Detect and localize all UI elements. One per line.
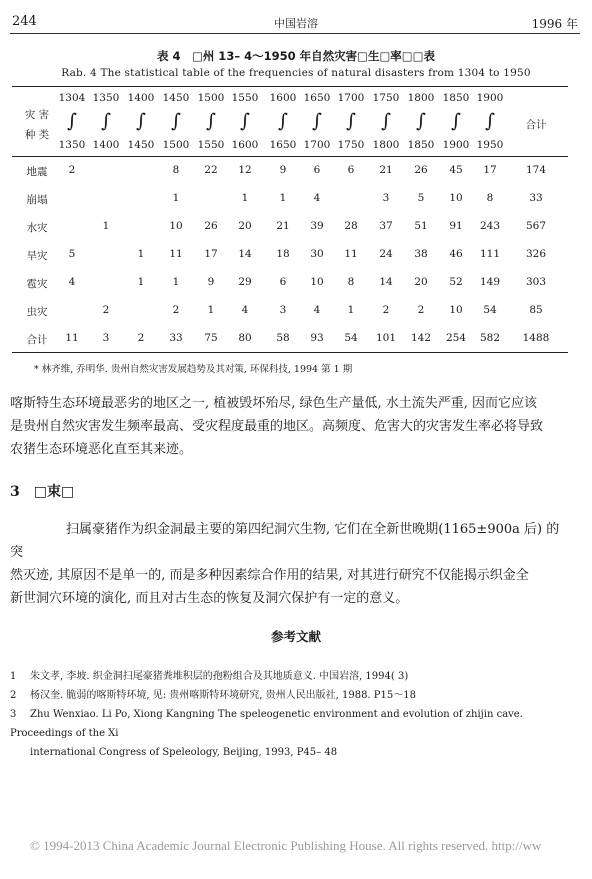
reference-text: 朱文孝, 李坡. 织金洞扫尾豪猪粪堆积层的孢粉组合及其地质意义. 中国岩溶, 1994( 3) — [30, 671, 409, 682]
table-cell: 1 — [137, 276, 145, 288]
period-start-label: 1350 — [92, 92, 120, 104]
integral-symbol: ∫ — [171, 110, 181, 132]
table-cell: 10 — [310, 276, 324, 288]
integral-symbol: ∫ — [485, 110, 495, 132]
table-cell: 24 — [379, 248, 393, 260]
table-cell: 1 — [279, 192, 287, 204]
header-label-line2: 种 类 — [24, 129, 50, 141]
table-cell: 93 — [310, 332, 324, 344]
table-cell: 2 — [382, 304, 390, 316]
paragraph-line: 喀斯特生态环境最恶劣的地区之一, 植被毁坏殆尽, 绿色生产量低, 水土流失严重, 因而它应该 — [10, 396, 538, 411]
period-end-label: 1950 — [476, 139, 504, 151]
table-cell: 21 — [379, 164, 393, 176]
table-cell: 5 — [417, 192, 425, 204]
period-start-label: 1400 — [127, 92, 155, 104]
table-cell: 17 — [483, 164, 497, 176]
integral-symbol: ∫ — [136, 110, 146, 132]
integral-symbol: ∫ — [346, 110, 356, 132]
table-cell: 3 — [382, 192, 390, 204]
table-cell: 8 — [347, 276, 355, 288]
table-cell: 5 — [68, 248, 76, 260]
table-header-rule — [12, 156, 568, 157]
table-cell: 10 — [449, 192, 463, 204]
period-end-label: 1650 — [269, 139, 297, 151]
table-caption-en: Rab. 4 The statistical table of the frequencies of natural disasters from 1304 to 1950 — [61, 67, 531, 79]
table-cell: 33 — [169, 332, 183, 344]
paragraph-line: 然灭迹, 其原因不是单一的, 而是多种因素综合作用的结果, 对其进行研究不仅能揭示织金全 — [10, 568, 529, 583]
table-cell: 142 — [410, 332, 432, 344]
table-cell: 28 — [344, 220, 358, 232]
table-cell: 45 — [449, 164, 463, 176]
period-start-label: 1500 — [197, 92, 225, 104]
table-cell: 26 — [414, 164, 428, 176]
reference-item — [10, 686, 580, 705]
table-cell: 75 — [204, 332, 218, 344]
table-cell: 254 — [445, 332, 467, 344]
paragraph-line: 农猪生态环境恶化直至其来迹。 — [10, 442, 193, 457]
table-footnote: * 林齐维, 乔明华. 贵州自然灾害发展趋势及其对策, 环保科技, 1994 第 1 期 — [34, 364, 353, 375]
table-cell: 9 — [279, 164, 287, 176]
period-end-label: 1500 — [162, 139, 190, 151]
table-cell: 1 — [172, 192, 180, 204]
reference-text: Zhu Wenxiao. Li Po, Xiong Kangning The speleogenetic environment and evolution of zhijin cave. Proceedings of the Xi — [10, 709, 523, 739]
row-total-cell: 567 — [525, 220, 547, 232]
header-year: 1996 年 — [531, 17, 578, 31]
period-end-label: 1850 — [407, 139, 435, 151]
table-cell: 6 — [347, 164, 355, 176]
period-end-label: 1900 — [442, 139, 470, 151]
table-cell: 80 — [238, 332, 252, 344]
row-label: 旱灾 — [26, 250, 48, 262]
row-total-cell: 326 — [525, 248, 547, 260]
period-end-label: 1800 — [372, 139, 400, 151]
integral-symbol: ∫ — [451, 110, 461, 132]
table-cell: 14 — [379, 276, 393, 288]
copyright-notice: © 1994-2013 China Academic Journal Electronic Publishing House. All rights reserved. http://ww — [30, 838, 542, 853]
period-start-label: 1750 — [372, 92, 400, 104]
row-label: 合计 — [26, 334, 48, 346]
table-cell: 91 — [449, 220, 463, 232]
period-end-label: 1550 — [197, 139, 225, 151]
table-cell: 2 — [68, 164, 76, 176]
period-start-label: 1450 — [162, 92, 190, 104]
paragraph-line: 是贵州自然灾害发生频率最高、受灾程度最重的地区。高频度、危害大的灾害发生率必将导致 — [10, 419, 544, 434]
period-start-label: 1900 — [476, 92, 504, 104]
table-cell: 1 — [347, 304, 355, 316]
table-cell: 1 — [102, 220, 110, 232]
table-cell: 1 — [137, 248, 145, 260]
table-cell: 243 — [479, 220, 501, 232]
period-end-label: 1700 — [303, 139, 331, 151]
table-cell: 22 — [204, 164, 218, 176]
table-cell: 21 — [276, 220, 290, 232]
table-cell: 29 — [238, 276, 252, 288]
period-end-label: 1400 — [92, 139, 120, 151]
row-label: 虫灾 — [26, 306, 48, 318]
paragraph-line: 新世洞穴环境的演化, 而且对古生态的恢复及洞穴保护有一定的意义。 — [10, 591, 409, 606]
table-cell: 11 — [169, 248, 183, 260]
table-cell: 17 — [204, 248, 218, 260]
reference-number: 2 — [10, 690, 17, 701]
reference-number: 1 — [10, 671, 17, 682]
table-cell: 58 — [276, 332, 290, 344]
period-end-label: 1600 — [231, 139, 259, 151]
table-cell: 4 — [241, 304, 249, 316]
period-end-label: 1350 — [58, 139, 86, 151]
row-label: 水灾 — [26, 222, 48, 234]
table-cell: 54 — [344, 332, 358, 344]
table-cell: 8 — [172, 164, 180, 176]
period-start-label: 1550 — [231, 92, 259, 104]
paragraph-line: 扫属豪猪作为织金洞最主要的第四纪洞穴生物, 它们在全新世晚期(1165±900a 后) 的突 — [10, 522, 560, 560]
row-label: 雹灾 — [26, 278, 48, 290]
reference-item — [10, 667, 580, 686]
integral-symbol: ∫ — [381, 110, 391, 132]
table-cell: 582 — [479, 332, 501, 344]
page-number: 244 — [12, 14, 37, 29]
table-cell: 3 — [102, 332, 110, 344]
table-cell: 37 — [379, 220, 393, 232]
journal-name: 中国岩溶 — [274, 17, 318, 30]
table-cell: 12 — [238, 164, 252, 176]
period-start-label: 1304 — [58, 92, 86, 104]
table-cell: 2 — [172, 304, 180, 316]
period-start-label: 1700 — [337, 92, 365, 104]
body-paragraph-1 — [10, 392, 570, 461]
table-cell: 2 — [137, 332, 145, 344]
row-total-cell: 1488 — [522, 332, 550, 344]
table-cell: 4 — [68, 276, 76, 288]
table-cell: 11 — [65, 332, 79, 344]
total-column-header: 合计 — [525, 119, 547, 131]
table-cell: 52 — [449, 276, 463, 288]
table-cell: 101 — [375, 332, 397, 344]
table-cell: 4 — [313, 304, 321, 316]
table-cell: 8 — [486, 192, 494, 204]
row-label: 地震 — [26, 166, 48, 178]
table-caption-cn: 表 4 □州 13– 4～1950 年自然灾害□生□率□□表 — [156, 49, 436, 63]
table-cell: 20 — [414, 276, 428, 288]
table-cell: 26 — [204, 220, 218, 232]
integral-symbol: ∫ — [278, 110, 288, 132]
table-cell: 54 — [483, 304, 497, 316]
row-total-cell: 33 — [529, 192, 543, 204]
period-start-label: 1600 — [269, 92, 297, 104]
table-cell: 20 — [238, 220, 252, 232]
table-cell: 3 — [279, 304, 287, 316]
header-label-line1: 灾 害 — [24, 109, 50, 121]
period-start-label: 1850 — [442, 92, 470, 104]
table-cell: 6 — [313, 164, 321, 176]
table-cell: 10 — [169, 220, 183, 232]
integral-symbol: ∫ — [206, 110, 216, 132]
references-title: 参考文献 — [270, 629, 321, 644]
table-top-rule — [12, 86, 568, 87]
period-start-label: 1650 — [303, 92, 331, 104]
table-cell: 2 — [102, 304, 110, 316]
table-cell: 2 — [417, 304, 425, 316]
table-cell: 9 — [207, 276, 215, 288]
table-bottom-rule — [12, 352, 568, 353]
table-cell: 6 — [279, 276, 287, 288]
integral-symbol: ∫ — [240, 110, 250, 132]
table-cell: 30 — [310, 248, 324, 260]
reference-item — [10, 705, 580, 743]
reference-number: 3 — [10, 709, 17, 720]
row-total-cell: 303 — [525, 276, 547, 288]
table-cell: 14 — [238, 248, 252, 260]
reference-item-continuation: international Congress of Speleology, Beijing, 1993, P45– 48 — [30, 747, 338, 758]
header-rule — [10, 33, 580, 34]
table-cell: 18 — [276, 248, 290, 260]
row-total-cell: 174 — [525, 164, 547, 176]
table-cell: 1 — [241, 192, 249, 204]
period-end-label: 1450 — [127, 139, 155, 151]
table-cell: 1 — [207, 304, 215, 316]
table-cell: 51 — [414, 220, 428, 232]
reference-list — [10, 667, 580, 762]
reference-text: 杨汉奎. 脆弱的喀斯特环境, 见: 贵州喀斯特环境研究, 贵州人民出版社, 1988. P15～18 — [30, 690, 416, 701]
table-cell: 39 — [310, 220, 324, 232]
integral-symbol: ∫ — [101, 110, 111, 132]
table-cell: 4 — [313, 192, 321, 204]
row-total-cell: 85 — [529, 304, 543, 316]
table-cell: 149 — [479, 276, 501, 288]
table-cell: 11 — [344, 248, 358, 260]
table-cell: 46 — [449, 248, 463, 260]
table-cell: 1 — [172, 276, 180, 288]
period-end-label: 1750 — [337, 139, 365, 151]
integral-symbol: ∫ — [416, 110, 426, 132]
section-title: 3 □束□ — [10, 484, 75, 500]
row-label: 崩塌 — [26, 194, 48, 206]
table-cell: 10 — [449, 304, 463, 316]
table-cell: 38 — [414, 248, 428, 260]
integral-symbol: ∫ — [67, 110, 77, 132]
integral-symbol: ∫ — [312, 110, 322, 132]
table-cell: 111 — [479, 248, 501, 260]
body-paragraph-2 — [10, 518, 570, 610]
period-start-label: 1800 — [407, 92, 435, 104]
